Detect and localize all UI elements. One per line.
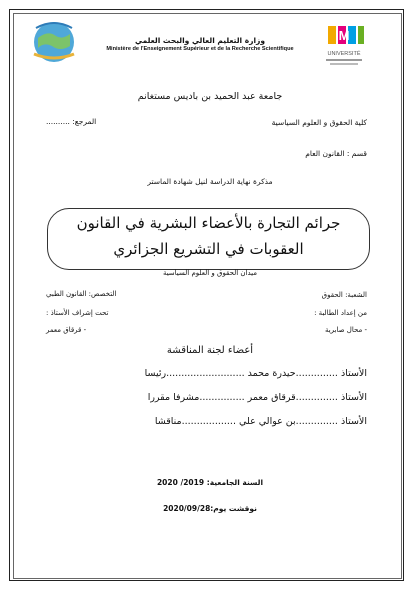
academic-year: السنة الجامعية: 2019/ 2020 bbox=[156, 478, 264, 487]
supervision-label: تحت إشراف الأستاذ : bbox=[46, 309, 109, 317]
reference-number: المرجع: .......... bbox=[46, 117, 97, 126]
student-name: - محال صابرية bbox=[324, 326, 367, 334]
university-logo bbox=[318, 24, 370, 70]
branch-label: الشعبة: الحقوق bbox=[321, 291, 367, 299]
prepared-by-label: من إعداد الطالبة : bbox=[314, 309, 367, 317]
committee-member bbox=[155, 416, 367, 427]
member-prefix: الأستاذ bbox=[340, 416, 367, 427]
university-name: جامعة عبد الحميد بن باديس مستغانم bbox=[137, 91, 283, 102]
supervisor-name: - قرقاق معمر bbox=[46, 326, 87, 334]
thesis-title-line1: جرائم التجارة بالأعضاء البشرية في القانون bbox=[76, 214, 341, 232]
faculty-name: كلية الحقوق و العلوم السياسية bbox=[271, 118, 367, 127]
member-name: ..............بن عوالي علي bbox=[239, 416, 338, 427]
svg-text:UNIVERSITÉ: UNIVERSITÉ bbox=[327, 51, 361, 57]
member-prefix: الأستاذ bbox=[340, 392, 367, 403]
member-prefix: الأستاذ bbox=[340, 368, 367, 379]
member-name: ..............حيدرة محمد bbox=[247, 368, 338, 379]
defense-date: نوقشت يوم:2020/09/28 bbox=[163, 504, 257, 513]
committee-member bbox=[148, 392, 367, 403]
specialty-label: التخصص: القانون الطبي bbox=[46, 290, 117, 298]
memo-description: مذكرة نهاية الدراسة لنيل شهادة الماستر bbox=[147, 177, 273, 186]
thesis-title-line2: العقوبات في التشريع الجزائري bbox=[113, 240, 304, 258]
member-name: ..............قرقاق معمر bbox=[247, 392, 338, 403]
committee-member bbox=[145, 368, 367, 379]
ministry-french: Ministère de l'Enseignement Supérieur et de la Recherche Scientifique bbox=[106, 46, 294, 52]
ministry-arabic: وزارة التعليم العالي والبحث العلمي bbox=[134, 36, 266, 45]
committee-title: أعضاء لجنة المناقشة bbox=[166, 345, 254, 356]
member-role: ..........................رئيسا bbox=[144, 368, 245, 379]
field-name: ميدان الحقوق و العلوم السياسية bbox=[162, 269, 258, 277]
member-role: ...............مشرفا مقررا bbox=[147, 392, 245, 403]
department-name: قسم : القانون العام bbox=[305, 149, 367, 158]
ministry-logo bbox=[26, 16, 82, 68]
member-role: ..................مناقشا bbox=[154, 416, 236, 427]
svg-text:M: M bbox=[338, 28, 350, 43]
